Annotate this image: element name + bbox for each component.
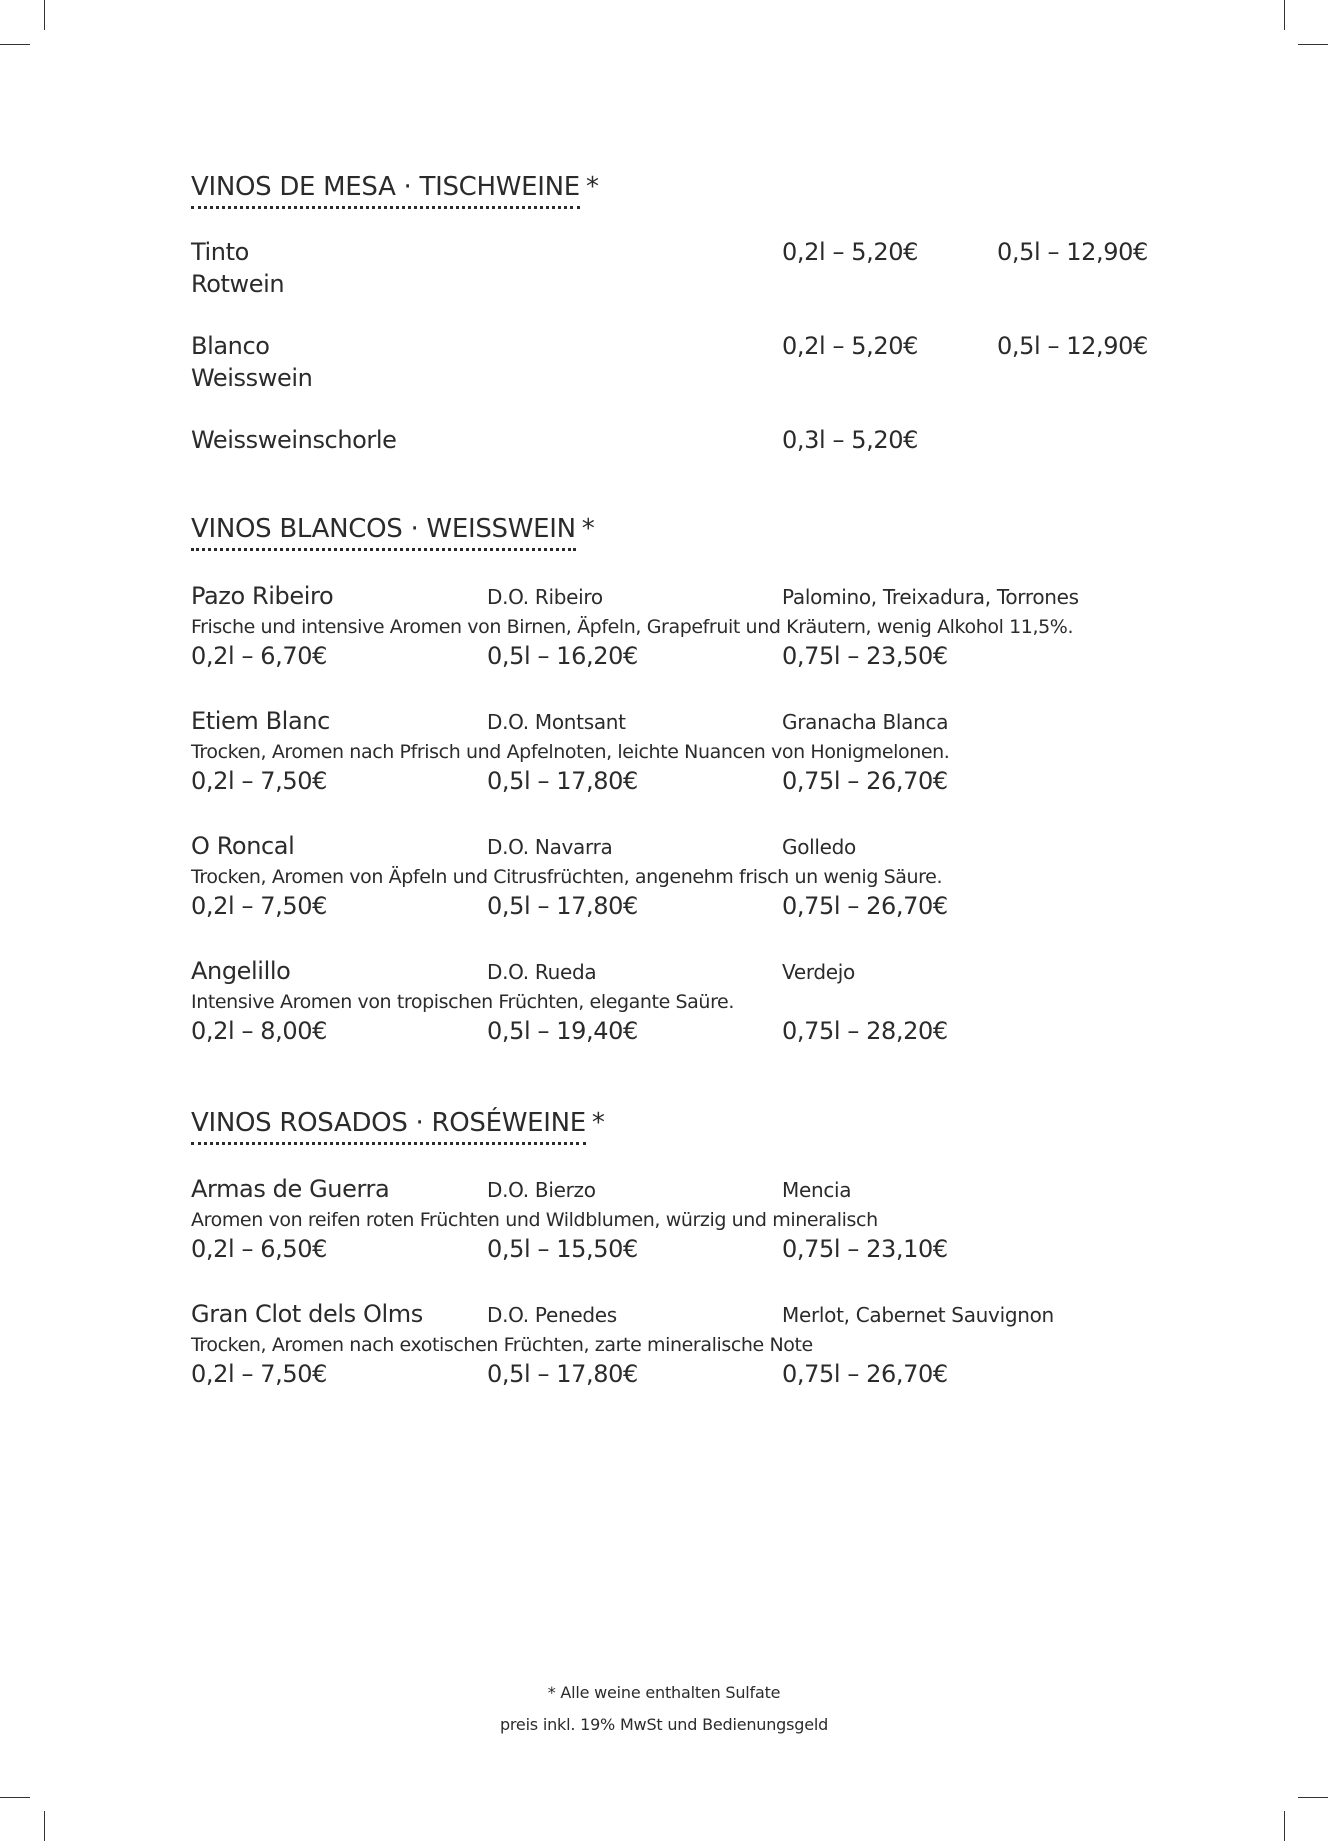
wine-name: Tinto xyxy=(191,238,249,266)
price-075l: 0,75l – 26,70€ xyxy=(782,767,948,795)
price-02l: 0,2l – 7,50€ xyxy=(191,1360,328,1388)
wine-origin: D.O. Penedes xyxy=(487,1303,617,1327)
price-05l: 0,5l – 19,40€ xyxy=(487,1017,638,1045)
section-title-es: VINOS ROSADOS xyxy=(191,1108,408,1138)
wine-description: Trocken, Aromen nach exotischen Früchten, zarte mineralische Note xyxy=(191,1334,813,1356)
wine-origin: D.O. Rueda xyxy=(487,960,597,984)
wine-origin: D.O. Ribeiro xyxy=(487,585,603,609)
wine-origin: D.O. Navarra xyxy=(487,835,613,859)
section-title-mesa xyxy=(191,170,599,209)
price-075l: 0,75l – 26,70€ xyxy=(782,1360,948,1388)
section-title-separator: · xyxy=(407,1108,432,1138)
section-title-underline xyxy=(191,1106,586,1145)
price-glass: 0,3l – 5,20€ xyxy=(782,426,919,454)
price-02l: 0,2l – 6,50€ xyxy=(191,1235,328,1263)
section-title-de: WEISSWEIN xyxy=(426,514,576,544)
price-glass: 0,2l – 5,20€ xyxy=(782,238,919,266)
wine-description: Intensive Aromen von tropischen Früchten, elegante Saüre. xyxy=(191,991,734,1013)
section-title-de: TISCHWEINE xyxy=(419,172,580,202)
wine-name: Pazo Ribeiro xyxy=(191,582,334,610)
price-02l: 0,2l – 7,50€ xyxy=(191,892,328,920)
asterisk: * xyxy=(591,1108,605,1138)
wine-grape: Granacha Blanca xyxy=(782,710,949,734)
price-02l: 0,2l – 8,00€ xyxy=(191,1017,328,1045)
wine-grape: Verdejo xyxy=(782,960,855,984)
wine-description: Aromen von reifen roten Früchten und Wildblumen, würzig und mineralisch xyxy=(191,1209,878,1231)
price-05l: 0,5l – 17,80€ xyxy=(487,1360,638,1388)
footer-sulfate-note: * Alle weine enthalten Sulfate xyxy=(547,1683,781,1702)
wine-grape: Merlot, Cabernet Sauvignon xyxy=(782,1303,1054,1327)
section-title-underline xyxy=(191,512,576,551)
price-075l: 0,75l – 26,70€ xyxy=(782,892,948,920)
crop-mark-top-right xyxy=(1298,44,1328,45)
price-075l: 0,75l – 23,50€ xyxy=(782,642,948,670)
section-title-es: VINOS BLANCOS xyxy=(191,514,403,544)
crop-mark-top-left xyxy=(44,0,45,30)
crop-mark-top-right xyxy=(1284,0,1285,30)
wine-description: Trocken, Aromen von Äpfeln und Citrusfrüchten, angenehm frisch un wenig Säure. xyxy=(191,866,943,888)
section-title-separator: · xyxy=(402,514,427,544)
section-title-es: VINOS DE MESA xyxy=(191,172,396,202)
price-075l: 0,75l – 23,10€ xyxy=(782,1235,948,1263)
wine-name: O Roncal xyxy=(191,832,295,860)
wine-subtitle: Rotwein xyxy=(191,270,285,298)
crop-mark-top-left xyxy=(0,44,30,45)
section-title-rosados xyxy=(191,1106,605,1145)
wine-grape: Mencia xyxy=(782,1178,852,1202)
wine-grape: Golledo xyxy=(782,835,856,859)
wine-name: Etiem Blanc xyxy=(191,707,330,735)
wine-name: Angelillo xyxy=(191,957,291,985)
crop-mark-bottom-left xyxy=(0,1797,30,1798)
price-05l: 0,5l – 16,20€ xyxy=(487,642,638,670)
price-glass: 0,2l – 5,20€ xyxy=(782,332,919,360)
wine-description: Frische und intensive Aromen von Birnen, Äpfeln, Grapefruit und Kräutern, wenig Alkohol 11,5%. xyxy=(191,616,1074,638)
price-carafe: 0,5l – 12,90€ xyxy=(997,238,1148,266)
section-title-blancos xyxy=(191,512,595,551)
section-title-separator: · xyxy=(395,172,420,202)
price-05l: 0,5l – 15,50€ xyxy=(487,1235,638,1263)
wine-name: Weissweinschorle xyxy=(191,426,397,454)
crop-mark-bottom-right xyxy=(1298,1797,1328,1798)
section-title-underline xyxy=(191,170,580,209)
price-02l: 0,2l – 6,70€ xyxy=(191,642,328,670)
price-carafe: 0,5l – 12,90€ xyxy=(997,332,1148,360)
wine-name: Blanco xyxy=(191,332,270,360)
wine-subtitle: Weisswein xyxy=(191,364,313,392)
price-02l: 0,2l – 7,50€ xyxy=(191,767,328,795)
crop-mark-bottom-right xyxy=(1284,1811,1285,1841)
wine-origin: D.O. Montsant xyxy=(487,710,626,734)
price-075l: 0,75l – 28,20€ xyxy=(782,1017,948,1045)
wine-origin: D.O. Bierzo xyxy=(487,1178,596,1202)
wine-description: Trocken, Aromen nach Pfrisch und Apfelnoten, leichte Nuancen von Honigmelonen. xyxy=(191,741,950,763)
section-title-de: ROSÉWEINE xyxy=(431,1108,586,1138)
asterisk: * xyxy=(581,514,595,544)
wine-grape: Palomino, Treixadura, Torrones xyxy=(782,585,1079,609)
wine-name: Gran Clot dels Olms xyxy=(191,1300,423,1328)
crop-mark-bottom-left xyxy=(44,1811,45,1841)
asterisk: * xyxy=(585,172,599,202)
price-05l: 0,5l – 17,80€ xyxy=(487,892,638,920)
footer-tax-note: preis inkl. 19% MwSt und Bedienungsgeld xyxy=(499,1715,829,1734)
price-05l: 0,5l – 17,80€ xyxy=(487,767,638,795)
wine-name: Armas de Guerra xyxy=(191,1175,390,1203)
